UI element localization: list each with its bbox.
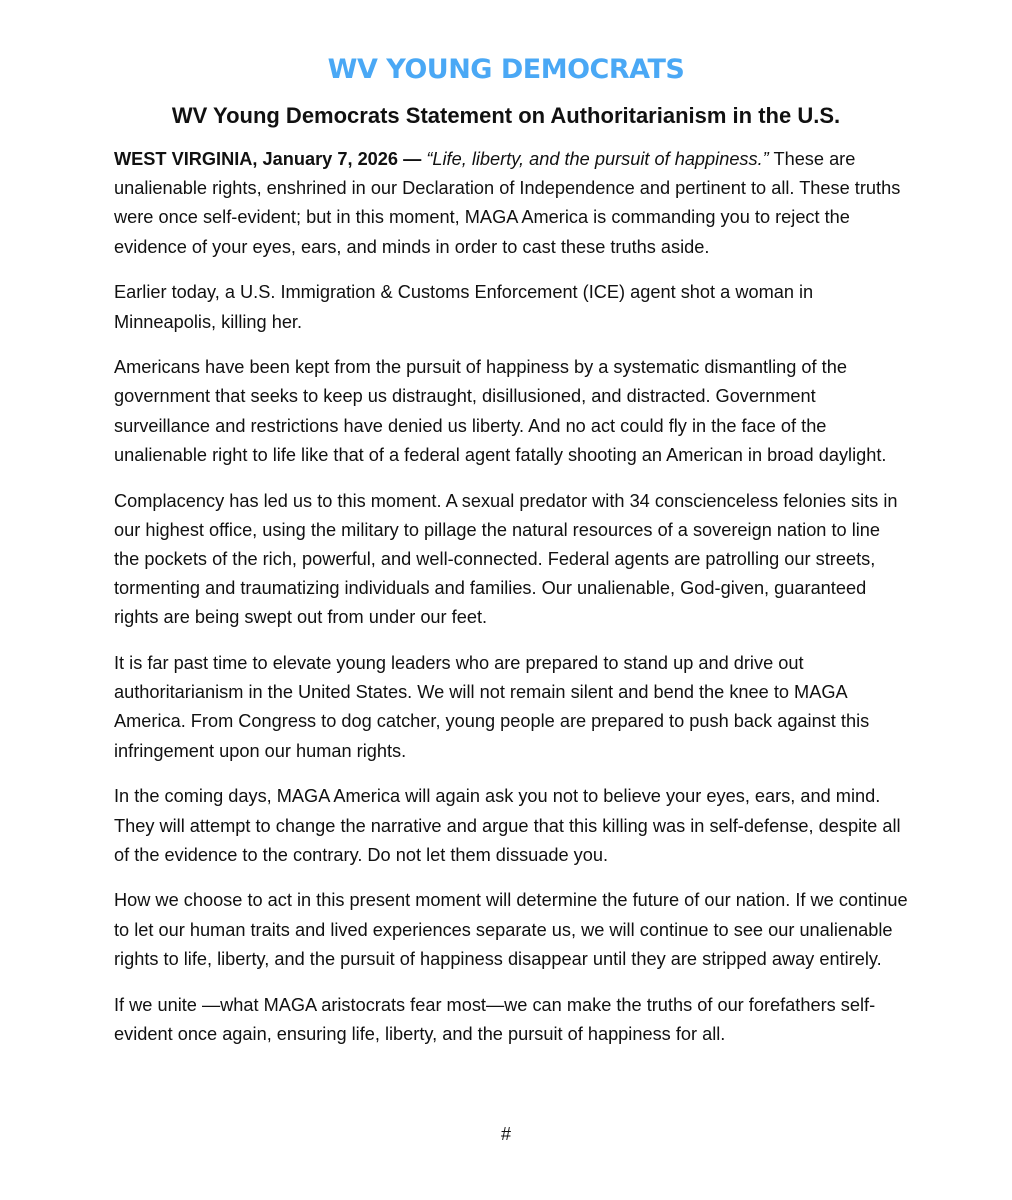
intro-paragraph — [114, 145, 910, 262]
paragraph-present-moment: How we choose to act in this present moment will determine the future of our nation. If we continue to let our human traits and lived experiences separate us, we will continue to see our unalienable rights to life, liberty, and the pursuit of happiness disappear until they are stripped away entirely. — [114, 890, 908, 969]
paragraph-ice-shooting: Earlier today, a U.S. Immigration & Customs Enforcement (ICE) agent shot a woman in Minneapolis, killing her. — [114, 282, 814, 332]
statement-body — [114, 145, 910, 1065]
paragraph-coming-days: In the coming days, MAGA America will again ask you not to believe your eyes, ears, and mind. They will attempt to change the narrative and argue that this killing was in self-defense, despite all of the evidence to the contrary. Do not let them dissuade you. — [114, 786, 901, 865]
end-of-release-mark: # — [500, 1124, 511, 1144]
paragraph-pursuit-of-happiness: Americans have been kept from the pursuit of happiness by a systematic dismantling of the government that seeks to keep us distraught, disillusioned, and distracted. Government surveillance and restrictions have denied us liberty. And no act could fly in the face of the unalienable right to life like that of a federal agent fatally shooting an American in broad daylight. — [114, 357, 887, 465]
dateline: WEST VIRGINIA, January 7, 2026 — — [114, 149, 422, 169]
paragraph-unite: If we unite —what MAGA aristocrats fear most—we can make the truths of our forefathers self-evident once again, ensuring life, liberty, and the pursuit of happiness for all. — [114, 994, 876, 1044]
intro-text: These are unalienable rights, enshrined in our Declaration of Independence and pertinent to all. These truths were once self-evident; but in this moment, MAGA America is commanding you to reject the evidence of your eyes, ears, and minds in order to cast these truths aside. — [114, 149, 901, 257]
declaration-quote: “Life, liberty, and the pursuit of happiness.” — [426, 149, 769, 169]
statement-title: WV Young Democrats Statement on Authoritarianism in the U.S. — [171, 103, 841, 128]
paragraph-complacency: Complacency has led us to this moment. A sexual predator with 34 conscienceless felonies sits in our highest office, using the military to pillage the natural resources of a sovereign nation to line the pockets of the rich, powerful, and well-connected. Federal agents are patrolling our streets, tormenting and traumatizing individuals and families. Our unalienable, God-given, guaranteed rights are being swept out from under our feet. — [114, 490, 898, 628]
paragraph-young-leaders: It is far past time to elevate young leaders who are prepared to stand up and drive out authoritarianism in the United States. We will not remain silent and bend the knee to MAGA America. From Congress to dog catcher, young people are prepared to push back against this infringement upon our human rights. — [114, 653, 870, 761]
organization-logo: WV YOUNG DEMOCRATS — [327, 54, 685, 85]
